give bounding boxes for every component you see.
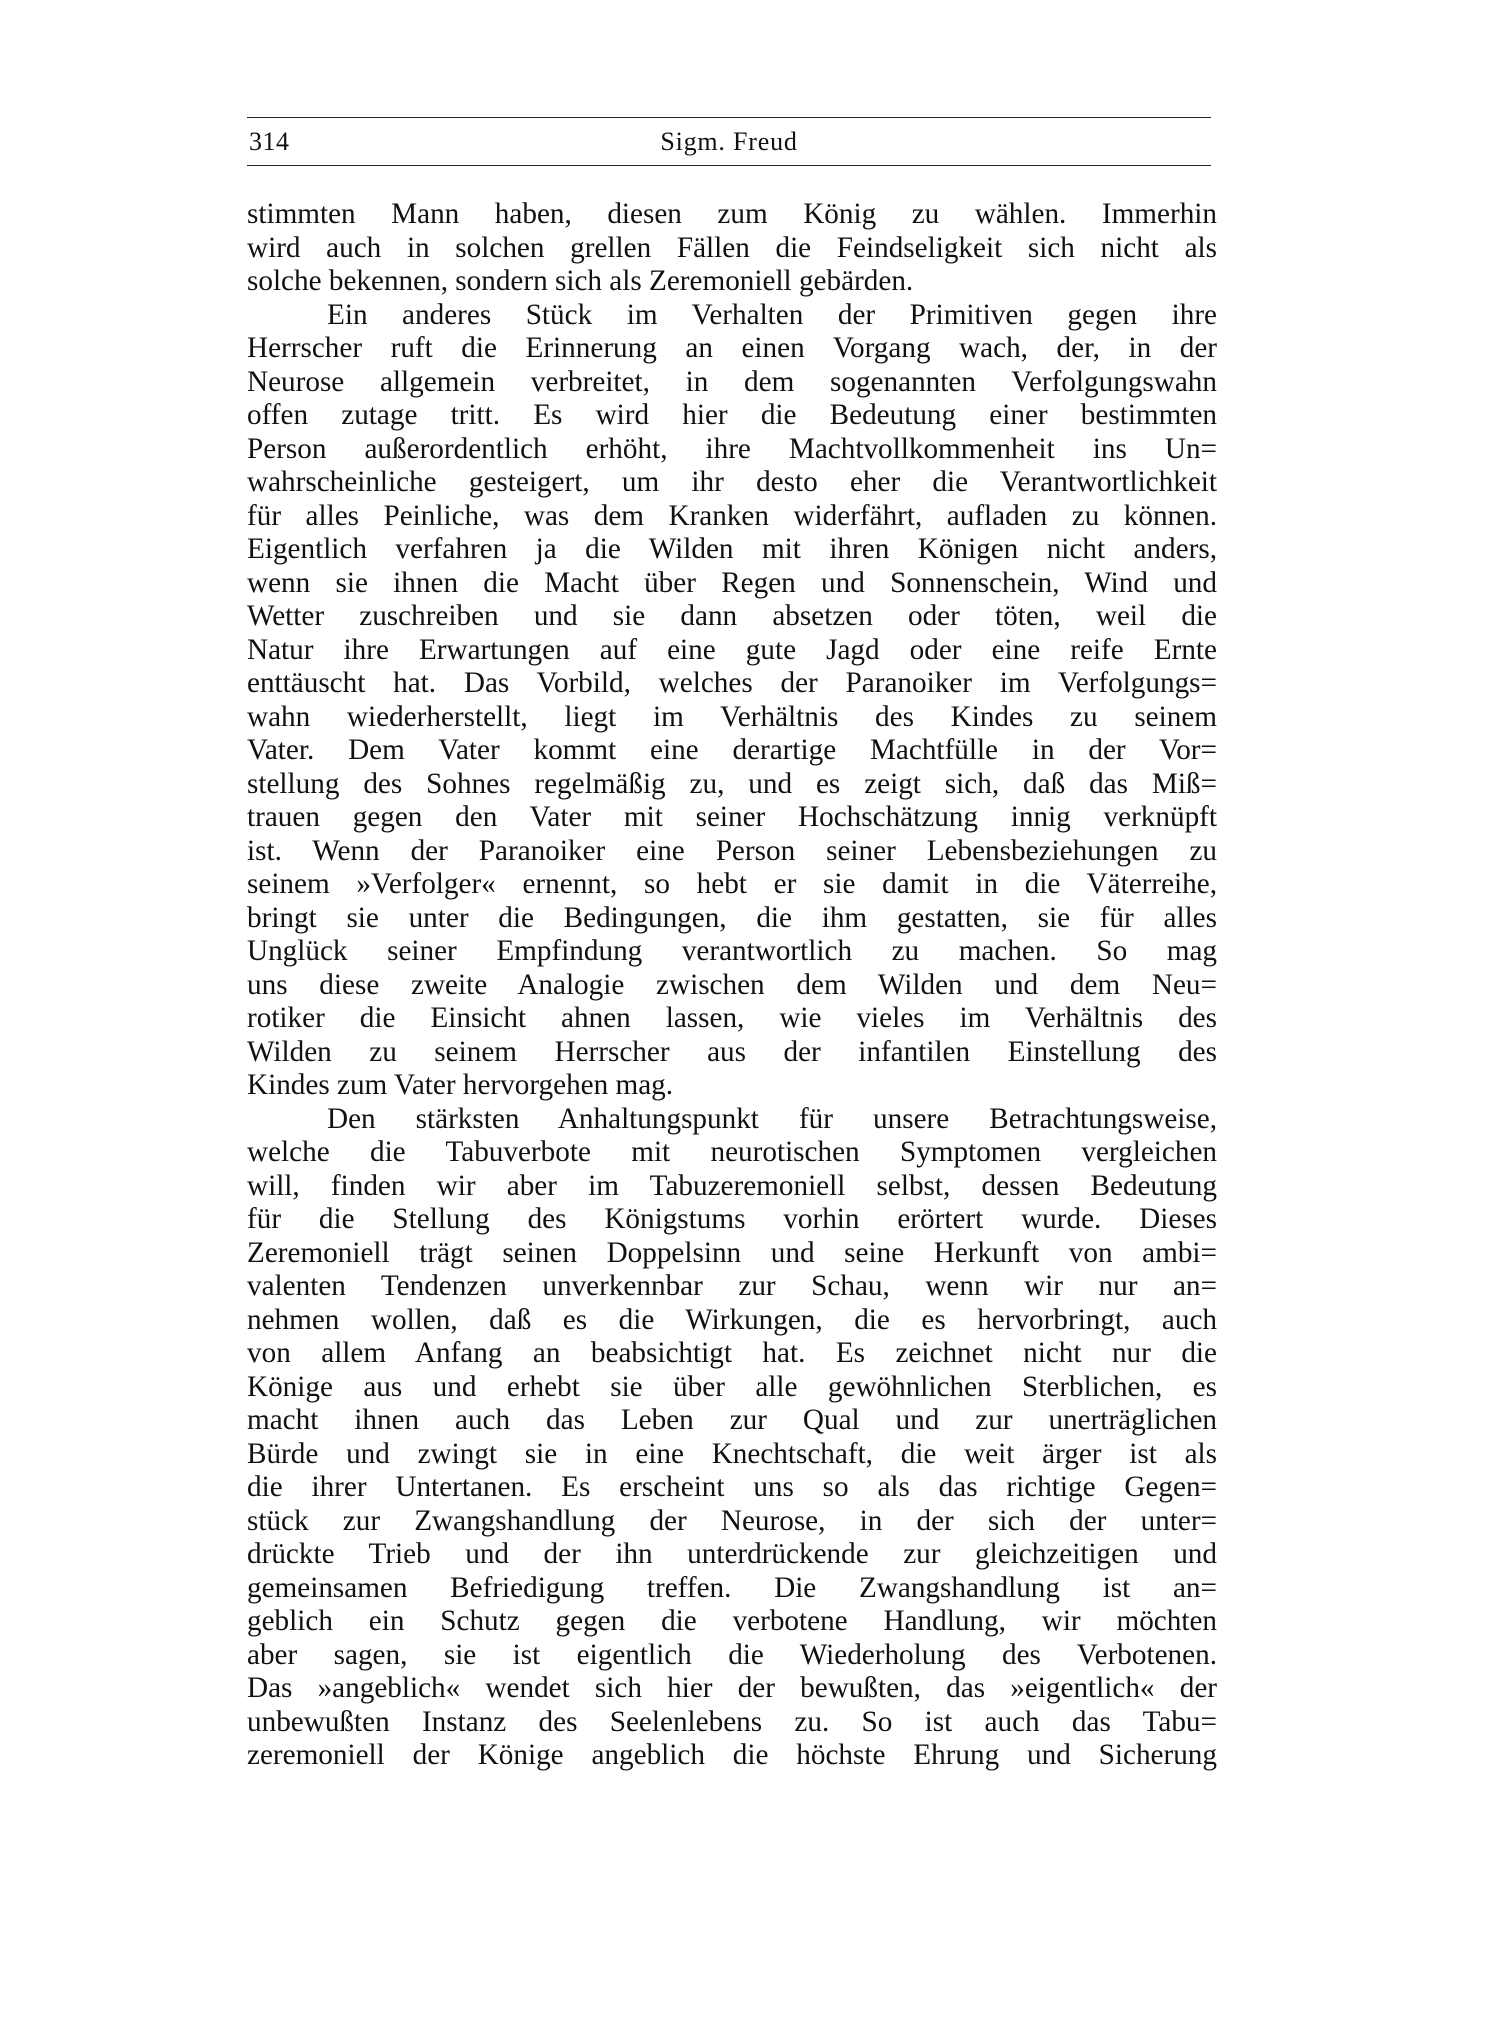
text-line: Natur ihre Erwartungen auf eine gute Jagd oder eine reife Ernte bbox=[247, 633, 1217, 666]
text-line: zeremoniell der Könige angeblich die höchste Ehrung und Sicherung bbox=[247, 1739, 1217, 1771]
text-line: drückte Trieb und der ihn unterdrückende zur gleichzeitigen und bbox=[247, 1538, 1217, 1570]
header-bottom-rule bbox=[247, 165, 1211, 166]
text-line: Wetter zuschreiben und sie dann absetzen oder töten, weil die bbox=[247, 600, 1217, 632]
text-line: stück zur Zwangshandlung der Neurose, in der sich der unter= bbox=[247, 1504, 1217, 1537]
text-line: stimmten Mann haben, diesen zum König zu wählen. Immerhin bbox=[247, 198, 1217, 230]
text-line: Person außerordentlich erhöht, ihre Machtvollkommenheit ins Un= bbox=[247, 432, 1217, 465]
text-line: wahn wiederherstellt, liegt im Verhältnis des Kindes zu seinem bbox=[247, 700, 1217, 733]
header-top-rule bbox=[247, 117, 1211, 118]
text-line: Den stärksten Anhaltungspunkt für unsere Betrachtungsweise, bbox=[327, 1102, 1217, 1135]
text-line: trauen gegen den Vater mit seiner Hochschätzung innig verknüpft bbox=[247, 801, 1217, 833]
page-header bbox=[247, 117, 1211, 167]
text-line: Kindes zum Vater hervorgehen mag. bbox=[247, 1069, 674, 1101]
text-line: will, finden wir aber im Tabuzeremoniell selbst, dessen Bedeutung bbox=[247, 1169, 1217, 1202]
body-text bbox=[247, 198, 1217, 1773]
text-line: nehmen wollen, daß es die Wirkungen, die es hervorbringt, auch bbox=[247, 1303, 1217, 1336]
text-line: Unglück seiner Empfindung verantwortlich zu machen. So mag bbox=[247, 935, 1217, 967]
text-line: aber sagen, sie ist eigentlich die Wiederholung des Verbotenen. bbox=[247, 1638, 1217, 1671]
text-line: wenn sie ihnen die Macht über Regen und Sonnenschein, Wind und bbox=[247, 566, 1217, 599]
text-line: Zeremoniell trägt seinen Doppelsinn und seine Herkunft von ambi= bbox=[247, 1236, 1217, 1269]
text-line: Herrscher ruft die Erinnerung an einen Vorgang wach, der, in der bbox=[247, 332, 1217, 364]
text-line: Vater. Dem Vater kommt eine derartige Machtfülle in der Vor= bbox=[247, 734, 1217, 766]
running-head: Sigm. Freud bbox=[660, 127, 798, 156]
text-line: für alles Peinliche, was dem Kranken widerfährt, aufladen zu können. bbox=[247, 499, 1217, 532]
text-line: bringt sie unter die Bedingungen, die ihm gestatten, sie für alles bbox=[247, 901, 1217, 934]
text-line: Könige aus und erhebt sie über alle gewöhnlichen Sterblichen, es bbox=[247, 1370, 1217, 1403]
text-line: Eigentlich verfahren ja die Wilden mit ihren Königen nicht anders, bbox=[247, 533, 1217, 565]
text-line: Bürde und zwingt sie in eine Knechtschaft, die weit ärger ist als bbox=[247, 1437, 1217, 1470]
text-line: enttäuscht hat. Das Vorbild, welches der Paranoiker im Verfolgungs= bbox=[247, 667, 1217, 699]
text-line: rotiker die Einsicht ahnen lassen, wie vieles im Verhältnis des bbox=[247, 1002, 1217, 1034]
text-line: macht ihnen auch das Leben zur Qual und zur unerträglichen bbox=[247, 1404, 1217, 1436]
text-line: ist. Wenn der Paranoiker eine Person seiner Lebensbeziehungen zu bbox=[247, 834, 1217, 867]
text-line: für die Stellung des Königstums vorhin erörtert wurde. Dieses bbox=[247, 1203, 1217, 1235]
text-line: Ein anderes Stück im Verhalten der Primitiven gegen ihre bbox=[327, 298, 1217, 331]
text-line: die ihrer Untertanen. Es erscheint uns so als das richtige Gegen= bbox=[247, 1471, 1217, 1503]
text-line: von allem Anfang an beabsichtigt hat. Es zeichnet nicht nur die bbox=[247, 1337, 1217, 1369]
text-line: geblich ein Schutz gegen die verbotene Handlung, wir möchten bbox=[247, 1605, 1217, 1637]
text-line: wird auch in solchen grellen Fällen die Feindseligkeit sich nicht als bbox=[247, 231, 1217, 264]
text-line: Das »angeblich« wendet sich hier der bewußten, das »eigentlich« der bbox=[247, 1672, 1217, 1704]
text-line: stellung des Sohnes regelmäßig zu, und es zeigt sich, daß das Miß= bbox=[247, 767, 1217, 800]
text-line: Neurose allgemein verbreitet, in dem sogenannten Verfolgungswahn bbox=[247, 365, 1217, 398]
text-line: gemeinsamen Befriedigung treffen. Die Zwangshandlung ist an= bbox=[247, 1571, 1217, 1604]
text-line: solche bekennen, sondern sich als Zeremoniell gebärden. bbox=[247, 265, 914, 297]
text-line: welche die Tabuverbote mit neurotischen Symptomen vergleichen bbox=[247, 1136, 1217, 1168]
text-line: wahrscheinliche gesteigert, um ihr desto eher die Verantwortlichkeit bbox=[247, 466, 1217, 498]
text-line: offen zutage tritt. Es wird hier die Bedeutung einer bestimmten bbox=[247, 399, 1217, 431]
text-line: Wilden zu seinem Herrscher aus der infantilen Einstellung des bbox=[247, 1035, 1217, 1068]
text-line: uns diese zweite Analogie zwischen dem Wilden und dem Neu= bbox=[247, 968, 1217, 1001]
text-line: valenten Tendenzen unverkennbar zur Schau, wenn wir nur an= bbox=[247, 1270, 1217, 1302]
text-line: seinem »Verfolger« ernennt, so hebt er sie damit in die Väterreihe, bbox=[247, 868, 1217, 900]
page-number: 314 bbox=[249, 127, 290, 156]
text-line: unbewußten Instanz des Seelenlebens zu. So ist auch das Tabu= bbox=[247, 1705, 1217, 1738]
